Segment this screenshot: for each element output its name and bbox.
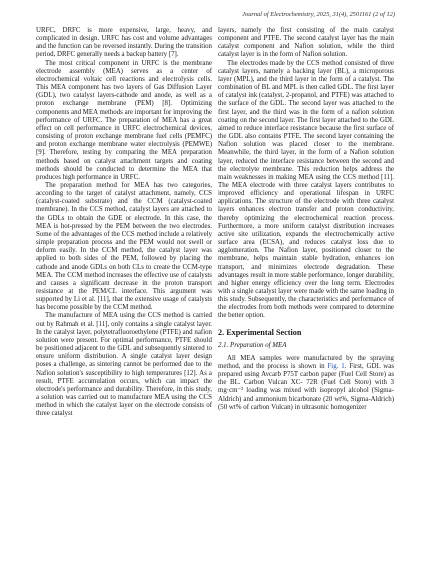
paragraph-text: . First, GDL was prepared using Avcarb P75T carbon paper (Fuel Cell Store) as the BL. Carbon Vulcan XC- 72R (Fuel Cell Store) with 3 mg·cm⁻² loading was mixed with isopropyl alcohol (Sigma-Aldrich) and ammonium bicarbonate (20 wt%, Sigma-Aldrich) (50 wt% of carbon Vulcan) in ultrasonic homogenizer xyxy=(218,362,394,411)
paragraph-text: All MEA samples were manufactured by the spraying method, and the process is shown in xyxy=(218,354,394,370)
paragraph xyxy=(218,355,394,412)
figure-link[interactable]: Fig. 1 xyxy=(327,362,345,370)
paragraph: The manufacture of MEA using the CCS method is carried out by Rahmah et al. [11], only contains a single catalyst layer. In the catalyst layer, polytetrafluoroethylene (PTFE) and nafion solution were present. For optimal performance, PTFE should be positioned adjacent to the GDL and subsequently sintered to ensure uniform distribution. A single catalyst layer design poses a challenge, as sintering cannot be performed due to the Nafion solution's susceptibility to high temperatures [12]. As a result, PTFE accumulation occurs, which can impact the electrode's performance and durability. Therefore, in this study, a solution was carried out to manufacture MEA using the CCS method in which the catalyst layer on the electrode consists of three catalyst xyxy=(36,312,212,418)
paragraph: layers, namely the first consisting of the main catalyst component and PTFE. The second catalyst layer has the main catalyst component and Nafion solution, while the third catalyst layer is in the form of Nafion solution. xyxy=(218,27,394,59)
paragraph: The electrodes made by the CCS method consisted of three catalyst layers, namely a backing layer (BL), a microporous layer (MPL), and the third layer in the form of a catalyst. The combination of BL and MPL is then called GDL. The first layer of catalyst ink (catalyst, 2-propanol, and PTFE) was attached to the surface of the GDL. The second layer was attached to the first layer, and the third was in the form of a nafion solution coating on the second layer. The first layer attached to the GDL aimed to reduce interface resistance because the first surface of the GDL also contains PTFE. The second layer containing the Nafion solution was placed closer to the membrane. Meanwhile, the third layer, in the form of a Nafion solution layer, reduced the interface resistance between the second and the electrolyte membrane. This reduction helps address the main weaknesses in making MEA using the CCS method [11]. The MEA electrode with three catalyst layers contributes to improved efficiency and operational lifespan in URFC applications. The structure of the electrode with three catalyst layers enhances electron transfer and proton conductivity, thereby optimizing the electrochemical reaction process. Furthermore, a more uniform catalyst distribution increases active site utilization, expands the electrochemically active surface area (ECSA), and reduces catalyst loss due to agglomeration. The Nafion layer, positioned closer to the membrane, helps maintain stable hydration, enhances ion transport, and minimizes electrode degradation. These advantages result in more stable performance, longer durability, and higher energy efficiency over the long term. Electrodes with a single catalyst layer were made with the same loading in this study. Subsequently, the characteristics and performance of the electrodes from both methods were compared to determine the better option. xyxy=(218,59,394,320)
right-column xyxy=(218,27,394,412)
paragraph: The preparation method for MEA has two categories, according to the target of catalyst attachment, namely, CCS (catalyst-coated substrate) and the CCM (catalyst-coated membrane). In the CCS method, catalyst layers are attached to the GDLs to obtain the GDE or electrode. In this case, the MEA is hot-pressed by the PEM between the two electrodes. Some of the advantages of the CCS method include a relatively simple preparation process and the PEM would not swell or deform easily. In the CCM method, the catalyst layer was applied to both sides of the PEM, followed by placing the cathode and anode GDLs on both CLs to create the CCM-type MEA. The CCM method increases the effective use of catalysts and causes a significant decrease in the proton transport resistance at the PEM/CL interface. This argument was supported by Li et al. [11], that the extensive usage of catalysts has become possible by the CCM method. xyxy=(36,181,212,312)
section-heading: 2. Experimental Section xyxy=(218,327,302,337)
paragraph: URFC, DRFC is more expensive, large, heavy, and complicated in design. URFC has cost and volume advantages and the function can be reversed instantly. During the transition period, DRFC generally needs a backup battery [7]. xyxy=(36,27,212,59)
paragraph: The most critical component in URFC is the membrane electrode assembly (MEA) serves as a center of electrochemical voltaic cell reactions and electrolysis cells. This MEA component has two layers of Gas Diffusion Layer (GDL), two catalyst layers-cathode and anode, as well as a proton exchange membrane (PEM) [8]. Optimizing components and MEA methods are important for improving the performance of URFC. The preparation of MEA has a great effect on cell performance in URFC electrochemical devices, consisting of proton exchange membrane fuel cells (PEMFC) and proton exchange membrane water electrolysis (PEMWE) [9]. Therefore, testing by comparing the MEA preparation methods based on catalyst attachment targets and coating methods should be conducted to determine the MEA that produces high performance in URFC. xyxy=(36,59,212,181)
running-head: Journal of Electrochemistry, 2025, 31(4), 2501161 (2 of 12) xyxy=(242,11,395,18)
subsection-heading: 2.1. Preparation of MEA xyxy=(218,341,287,349)
left-column xyxy=(36,27,212,419)
